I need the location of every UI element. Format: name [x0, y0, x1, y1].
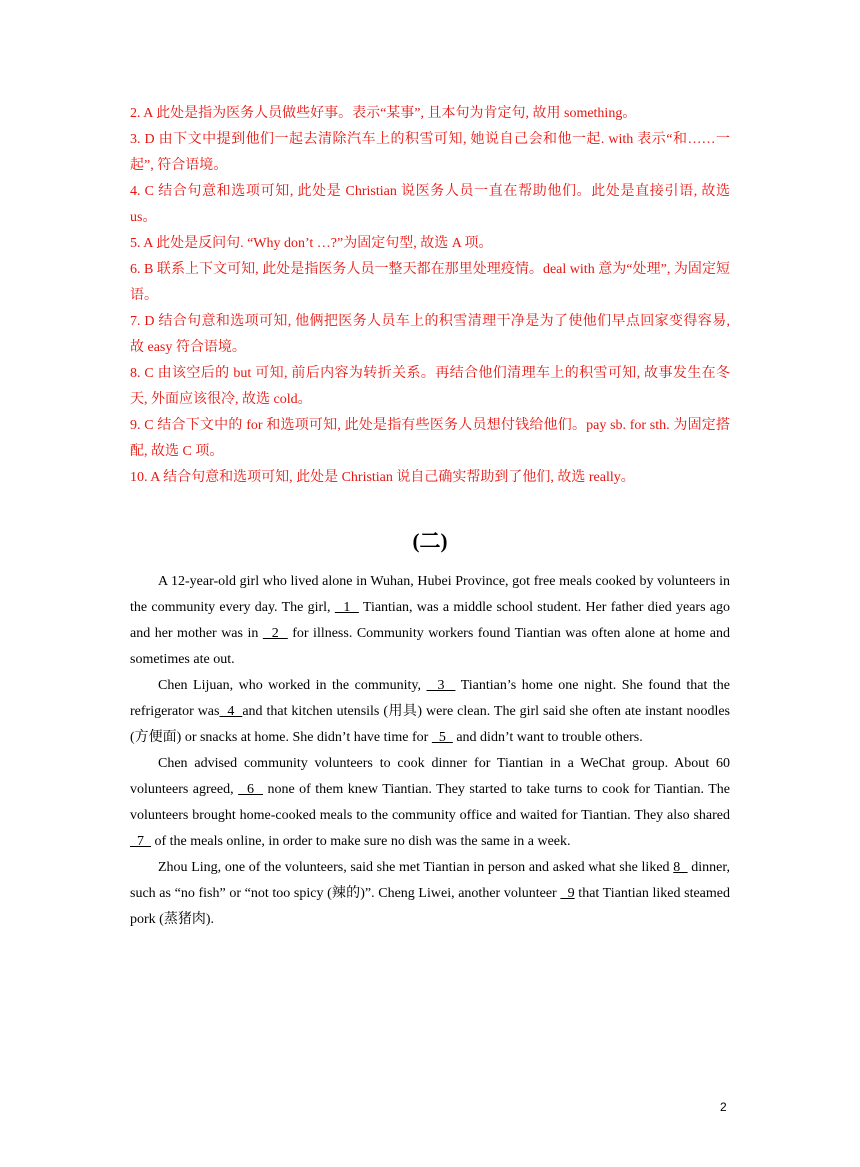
answer-item: 5. A 此处是反问句. “Why don’t …?”为固定句型, 故选 A 项。	[130, 236, 493, 251]
blank-5: 5	[431, 730, 453, 745]
paragraph-1: A 12-year-old girl who lived alone in Wuhan, Hubei Province, got free meals cooked by volunteers in the community every day. The girl, 1 Tiantian, was a middle school student. Her father died years ago and her mother was in 2 for illness. Community workers found Tiantian was often alone at home and sometimes ate out.	[130, 574, 731, 667]
answer-item: 6. B 联系上下文可知, 此处是指医务人员一整天都在那里处理疫情。deal with 意为“处理”, 为固定短语。	[130, 262, 730, 303]
blank-3: 3	[426, 678, 456, 693]
blank-1: 1	[334, 600, 359, 615]
blank-8: 8	[673, 860, 688, 875]
answer-item: 10. A 结合句意和选项可知, 此处是 Christian 说自己确实帮助到了他们, 故选 really。	[130, 470, 635, 485]
answer-item: 9. C 结合下文中的 for 和选项可知, 此处是指有些医务人员想付钱给他们。pay sb. for sth. 为固定搭配, 故选 C 项。	[130, 418, 730, 459]
answer-item: 4. C 结合句意和选项可知, 此处是 Christian 说医务人员一直在帮助他们。此处是直接引语, 故选 us。	[130, 184, 730, 225]
blank-4: 4	[219, 704, 243, 719]
cloze-passage	[130, 569, 730, 933]
section-title: (二)	[412, 529, 448, 553]
answer-item: 3. D 由下文中提到他们一起去清除汽车上的积雪可知, 她说自己会和他一起. with 表示“和……一起”, 符合语境。	[130, 132, 730, 173]
paragraph-4: Zhou Ling, one of the volunteers, said she met Tiantian in person and asked what she liked 8 dinner, such as “no fish” or “not too spicy (辣的)”. Cheng Liwei, another volunteer 9 that Tiantian liked steamed pork (蒸猪肉).	[130, 860, 730, 927]
page-number: 2	[720, 1100, 727, 1114]
paragraph-3: Chen advised community volunteers to cook dinner for Tiantian in a WeChat group. About 60 volunteers agreed, 6 none of them knew Tiantian. They started to take turns to cook for Tiantian. The volunteers brought home-cooked meals to the community office and waited for Tiantian. They also shared 7 of the meals online, in order to make sure no dish was the same in a week.	[130, 756, 731, 849]
answer-item: 7. D 结合句意和选项可知, 他俩把医务人员车上的积雪清理干净是为了使他们早点回家变得容易, 故 easy 符合语境。	[130, 314, 730, 355]
blank-6: 6	[238, 782, 263, 797]
blank-9: 9	[560, 886, 575, 901]
answer-explanations	[130, 101, 730, 491]
blank-2: 2	[262, 626, 288, 641]
answer-item: 8. C 由该空后的 but 可知, 前后内容为转折关系。再结合他们清理车上的积雪可知, 故事发生在冬天, 外面应该很冷, 故选 cold。	[130, 366, 730, 407]
page-content	[130, 101, 730, 933]
blank-7: 7	[130, 834, 151, 849]
answer-item: 2. A 此处是指为医务人员做些好事。表示“某事”, 且本句为肯定句, 故用 something。	[130, 106, 637, 121]
paragraph-2: Chen Lijuan, who worked in the community, 3 Tiantian’s home one night. She found that the refrigerator was 4 and that kitchen utensils (用具) were clean. The girl said she often ate instant noodles (方便面) or snacks at home. She didn’t have time for 5 and didn’t want to trouble others.	[130, 678, 730, 745]
